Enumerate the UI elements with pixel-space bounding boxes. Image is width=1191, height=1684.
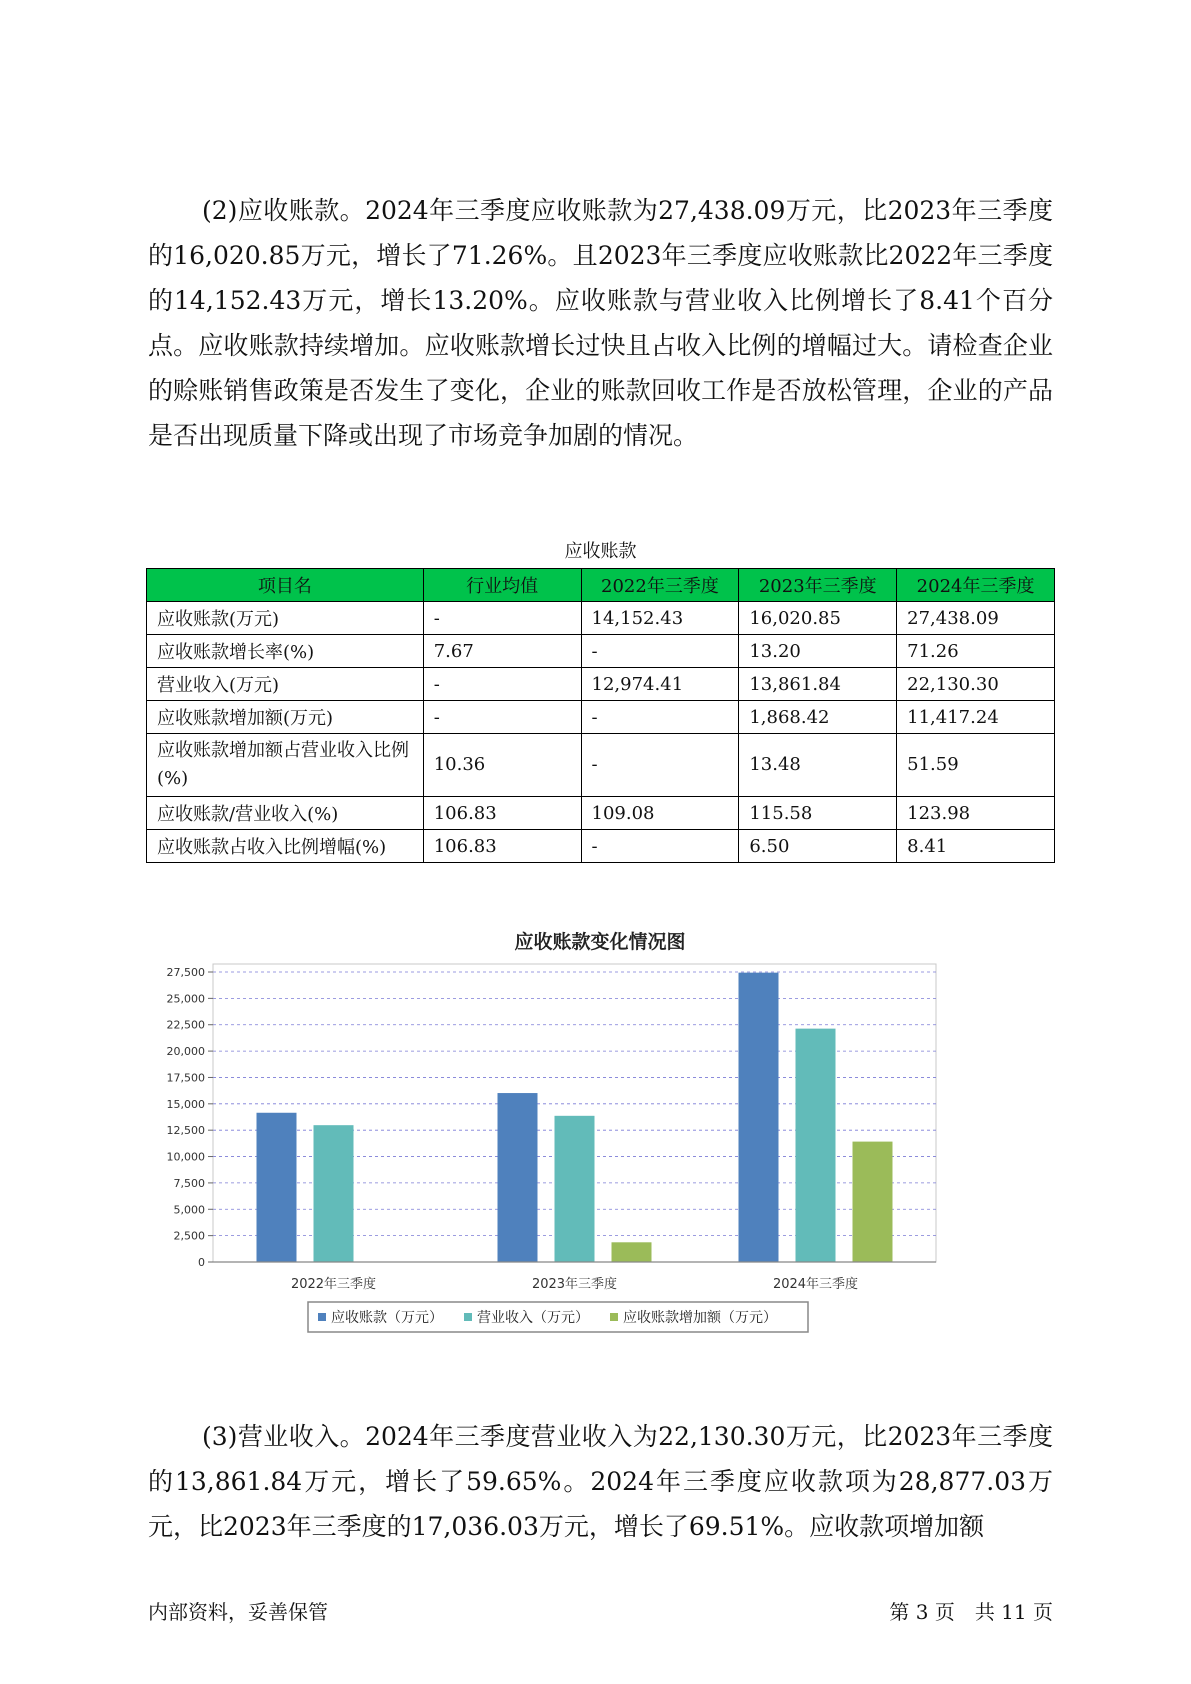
bar	[555, 1116, 595, 1262]
table-cell: -	[423, 602, 581, 635]
y-tick-label: 17,500	[166, 1071, 205, 1085]
bar	[498, 1093, 538, 1262]
table-row	[147, 668, 1055, 701]
table-cell: 7.67	[423, 635, 581, 668]
table-header-cell: 2022年三季度	[581, 569, 739, 602]
table-row	[147, 701, 1055, 734]
table-cell: 14,152.43	[581, 602, 739, 635]
legend-swatch	[318, 1313, 326, 1321]
bar-chart-svg	[148, 920, 1053, 1370]
table-cell: -	[581, 635, 739, 668]
table-cell: 115.58	[739, 797, 897, 830]
y-tick-label: 0	[198, 1256, 205, 1269]
legend-swatch	[464, 1313, 472, 1321]
y-tick-label: 2,500	[173, 1229, 205, 1243]
table-cell: 16,020.85	[739, 602, 897, 635]
table-cell: -	[581, 701, 739, 734]
bar	[612, 1242, 652, 1262]
y-tick-label: 20,000	[166, 1045, 205, 1059]
table-cell: 106.83	[423, 797, 581, 830]
y-tick-label: 7,500	[173, 1176, 205, 1190]
y-tick-label: 15,000	[166, 1097, 205, 1111]
table-cell: -	[581, 830, 739, 863]
table-cell: 6.50	[739, 830, 897, 863]
table-cell: 应收账款增长率(%)	[147, 635, 424, 668]
paragraph-receivables: (2)应收账款。2024年三季度应收账款为27,438.09万元，比2023年三季度的16,020.85万元，增长了71.26%。且2023年三季度应收账款比2022年三季度的14,152.43万元，增长13.20%。应收账款与营业收入比例增长了8.41个百分点。应收账款持续增加。应收账款增长过快且占收入比例的增幅过大。请检查企业的赊账销售政策是否发生了变化，企业的账款回收工作是否放松管理，企业的产品是否出现质量下降或出现了市场竞争加剧的情况。	[148, 196, 1053, 450]
footer-confidential-note: 内部资料，妥善保管	[148, 1600, 328, 1624]
table-cell: 10.36	[423, 734, 581, 797]
table-row	[147, 602, 1055, 635]
table-cell: 13.20	[739, 635, 897, 668]
legend-label: 应收账款增加额（万元）	[623, 1310, 777, 1326]
table-cell: 27,438.09	[897, 602, 1055, 635]
paragraph-revenue: (3)营业收入。2024年三季度营业收入为22,130.30万元，比2023年三季度的13,861.84万元，增长了59.65%。2024年三季度应收款项为28,877.03万元，比2023年三季度的17,036.03万元，增长了69.51%。应收款项增加额	[148, 1422, 1053, 1541]
table-cell: -	[423, 668, 581, 701]
legend-swatch	[610, 1313, 618, 1321]
table-header-cell: 项目名	[147, 569, 424, 602]
table-cell: 71.26	[897, 635, 1055, 668]
table-cell: 1,868.42	[739, 701, 897, 734]
table-row	[147, 734, 1055, 797]
table-cell: 109.08	[581, 797, 739, 830]
table-cell: 12,974.41	[581, 668, 739, 701]
table-cell: 应收账款/营业收入(%)	[147, 797, 424, 830]
x-tick-label: 2023年三季度	[531, 1277, 618, 1292]
table-header-cell: 2023年三季度	[739, 569, 897, 602]
table-header-cell: 2024年三季度	[897, 569, 1055, 602]
x-tick-label: 2024年三季度	[772, 1277, 859, 1292]
receivables-table	[146, 568, 1055, 863]
table-cell: 123.98	[897, 797, 1055, 830]
table-cell: 106.83	[423, 830, 581, 863]
bar	[796, 1029, 836, 1262]
table-cell: 应收账款增加额(万元)	[147, 701, 424, 734]
table-caption: 应收账款	[564, 541, 637, 562]
y-tick-label: 12,500	[166, 1124, 205, 1138]
y-tick-label: 22,500	[166, 1018, 205, 1032]
footer-page-number: 第 3 页 共 11 页	[889, 1600, 1053, 1624]
bar	[739, 973, 779, 1262]
y-tick-label: 27,500	[166, 966, 205, 979]
y-tick-label: 25,000	[166, 992, 205, 1006]
table-cell: 应收账款(万元)	[147, 602, 424, 635]
table-cell: 13.48	[739, 734, 897, 797]
bar	[853, 1142, 893, 1262]
table-cell: 应收账款占收入比例增幅(%)	[147, 830, 424, 863]
table-cell: 营业收入(万元)	[147, 668, 424, 701]
chart-title: 应收账款变化情况图	[514, 931, 686, 953]
table-cell: 22,130.30	[897, 668, 1055, 701]
legend-label: 应收账款（万元）	[331, 1310, 443, 1326]
table-header-cell: 行业均值	[423, 569, 581, 602]
table-cell: -	[423, 701, 581, 734]
table-header-row	[147, 569, 1055, 602]
bar	[314, 1125, 354, 1262]
legend-label: 营业收入（万元）	[477, 1310, 589, 1326]
table-cell: 应收账款增加额占营业收入比例(%)	[147, 734, 424, 797]
table-cell: 51.59	[897, 734, 1055, 797]
x-tick-label: 2022年三季度	[290, 1277, 377, 1292]
table-cell: 11,417.24	[897, 701, 1055, 734]
receivables-chart	[148, 920, 1053, 1370]
y-tick-label: 5,000	[173, 1203, 205, 1217]
table-cell: -	[581, 734, 739, 797]
table-row	[147, 830, 1055, 863]
table-cell: 8.41	[897, 830, 1055, 863]
table-cell: 13,861.84	[739, 668, 897, 701]
bar	[257, 1113, 297, 1262]
table-row	[147, 797, 1055, 830]
y-tick-label: 10,000	[166, 1150, 205, 1164]
table-row	[147, 635, 1055, 668]
